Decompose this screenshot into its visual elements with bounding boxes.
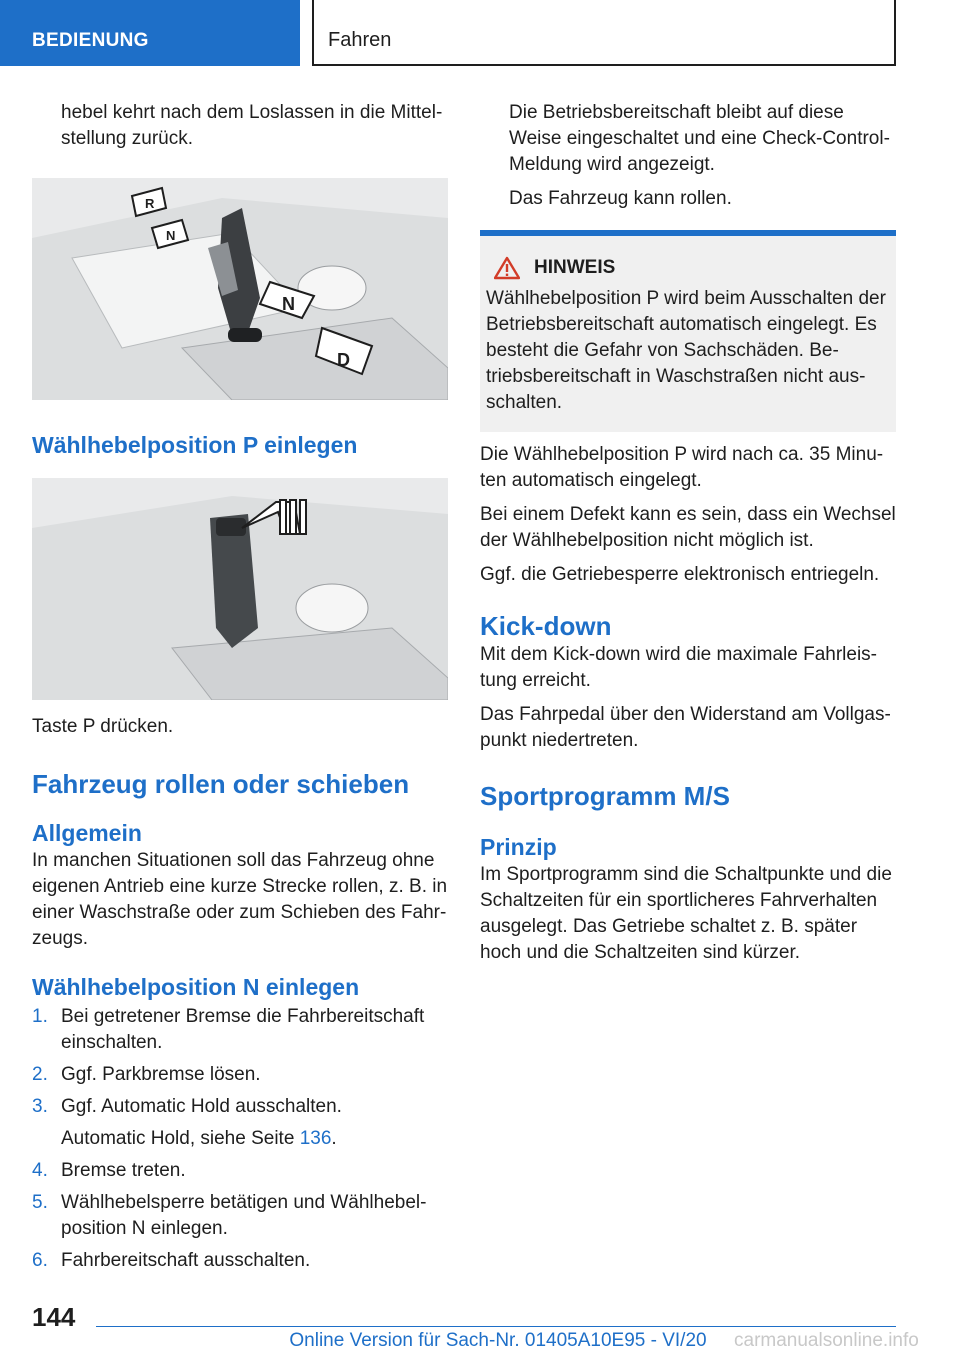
step-text: Bei getretener Bremse die Fahrbereitschaft einschalten.: [61, 1006, 425, 1053]
list-item: [32, 1062, 448, 1088]
paragraph-allgemein: In manchen Situationen soll das Fahrzeug ohne eigenen Antrieb eine kurze Strecke rollen, z. B. in einer Waschstraße oder zum Schieben des Fahrzeugs.: [32, 850, 448, 949]
fig-label-d: D: [337, 350, 350, 370]
p-button-illustration: [32, 478, 448, 700]
heading-kick-down: Kick-down: [480, 611, 612, 641]
paragraph-betriebsbereitschaft: Die Betriebsbereitschaft bleibt auf diese Weise eingeschaltet und eine Check-Control-Meldung wird angezeigt.: [509, 102, 890, 175]
footer-watermark: carmanualsonline.info: [734, 1330, 919, 1351]
step-number: 4.: [32, 1160, 48, 1181]
list-item: [32, 1190, 448, 1242]
fig-label-n-small: N: [166, 228, 176, 243]
heading-prinzip: Prinzip: [480, 834, 557, 860]
paragraph-prinzip: Im Sportprogramm sind die Schaltpunkte und die Schaltzeiten für ein sportlicheres Fahrverhalten ausgelegt. Das Getriebe schaltet z. B. später hoch und die Schaltzeiten sind kürzer.: [480, 864, 892, 963]
step-number: 6.: [32, 1250, 48, 1271]
step-text: Fahrbereitschaft ausschalten.: [61, 1250, 311, 1271]
right-column: [480, 100, 896, 966]
intro-paragraph: hebel kehrt nach dem Loslassen in die Mittelstellung zurück.: [61, 102, 443, 149]
notice-title: HINWEIS: [534, 257, 616, 278]
p-button-drawing: [32, 478, 448, 700]
caption-press-p: Taste P drücken.: [32, 716, 174, 737]
paragraph-kick-down-2: Das Fahrpedal über den Widerstand am Vollgaspunkt niedertreten.: [480, 704, 891, 751]
list-item: [32, 1158, 448, 1184]
subnote-end: .: [331, 1128, 337, 1149]
step-number: 2.: [32, 1064, 48, 1085]
heading-position-p: Wählhebelposition P einlegen: [32, 432, 358, 458]
paragraph-auto-p: Die Wählhebelposition P wird nach ca. 35 Minuten automatisch eingelegt.: [480, 444, 884, 491]
section-tab: BEDIENUNG: [0, 0, 300, 66]
paragraph-rollen: Das Fahrzeug kann rollen.: [509, 188, 732, 209]
notice-box: [480, 230, 896, 432]
step-text: Ggf. Automatic Hold ausschalten.: [61, 1096, 342, 1117]
step-text: Ggf. Parkbremse lösen.: [61, 1064, 261, 1085]
step-number: 3.: [32, 1096, 48, 1117]
step-number: 5.: [32, 1192, 48, 1213]
notice-header: [486, 256, 888, 280]
list-item: [32, 1248, 448, 1274]
step-text: Wählhebelsperre betätigen und Wählhebelposition N einlegen.: [61, 1192, 427, 1239]
footer-divider: [96, 1326, 896, 1327]
heading-rollen: Fahrzeug rollen oder schieben: [32, 769, 410, 799]
fig-label-n-large: N: [282, 294, 295, 314]
gear-selector-drawing: [32, 178, 448, 400]
paragraph-defekt: Bei einem Defekt kann es sein, dass ein Wechsel der Wählhebelposition nicht möglich ist.: [480, 504, 896, 551]
fig-label-r: R: [145, 196, 155, 211]
heading-sportprogramm: Sportprogramm M/S: [480, 781, 730, 811]
subnote-text: Automatic Hold, siehe Seite: [61, 1128, 300, 1149]
step-text: Bremse treten.: [61, 1160, 186, 1181]
gear-selector-illustration: [32, 178, 448, 400]
page-link-136[interactable]: 136: [299, 1128, 332, 1149]
step-number: 1.: [32, 1006, 48, 1027]
list-item: [32, 1094, 448, 1152]
footer-version: Online Version für Sach-Nr. 01405A10E95 - VI/20: [289, 1330, 707, 1351]
warning-triangle-icon: [494, 256, 520, 280]
notice-text: Wählhebelposition P wird beim Ausschalten der Betriebsbereitschaft automatisch eingelegt. Es besteht die Gefahr von Sachschäden. Betriebsbereitschaft in Waschstraßen nicht ausschalten.: [486, 288, 886, 413]
heading-position-n: Wählhebelposition N einlegen: [32, 974, 360, 1000]
steps-list: [32, 1004, 448, 1274]
heading-allgemein: Allgemein: [32, 820, 142, 846]
list-item: [32, 1004, 448, 1056]
chapter-title: Fahren: [312, 0, 896, 66]
page-number: 144: [32, 1302, 76, 1332]
step-subnote: [61, 1126, 448, 1152]
left-column: [32, 100, 448, 1280]
paragraph-getriebesperre: Ggf. die Getriebesperre elektronisch entriegeln.: [480, 564, 880, 585]
paragraph-kick-down-1: Mit dem Kick-down wird die maximale Fahrleistung erreicht.: [480, 644, 877, 691]
